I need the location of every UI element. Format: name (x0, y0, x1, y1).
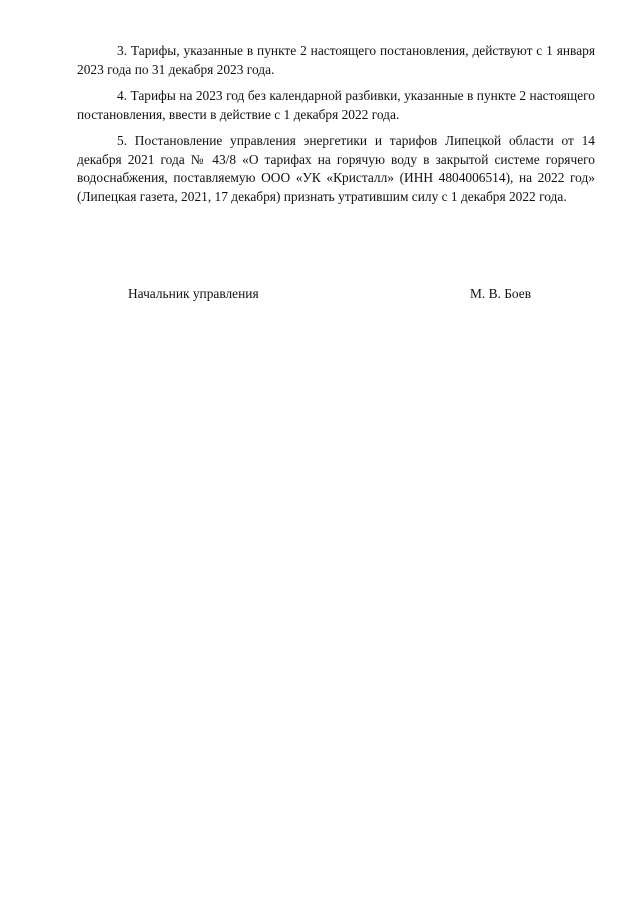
signatory-title: Начальник управления (128, 286, 259, 301)
document-body (77, 42, 595, 214)
paragraph-5: 5. Постановление управления энергетики и тарифов Липецкой области от 14 декабря 2021 года № 43/8 «О тарифах на горячую воду в закрытой системе горячего водоснабжения, поставляемую ООО «УК «Кристалл» (ИНН 4804006514), на 2022 год» (Липецкая газета, 2021, 17 декабря) признать утратившим силу с 1 декабря 2022 года. (77, 133, 595, 204)
signatory-name: М. В. Боев (470, 286, 532, 301)
paragraph-3: 3. Тарифы, указанные в пункте 2 настоящего постановления, действуют с 1 января 2023 года по 31 декабря 2023 года. (77, 43, 595, 77)
signature-block (0, 285, 640, 305)
paragraph-4: 4. Тарифы на 2023 год без календарной разбивки, указанные в пункте 2 настоящего постановления, ввести в действие с 1 декабря 2022 года. (77, 88, 595, 122)
